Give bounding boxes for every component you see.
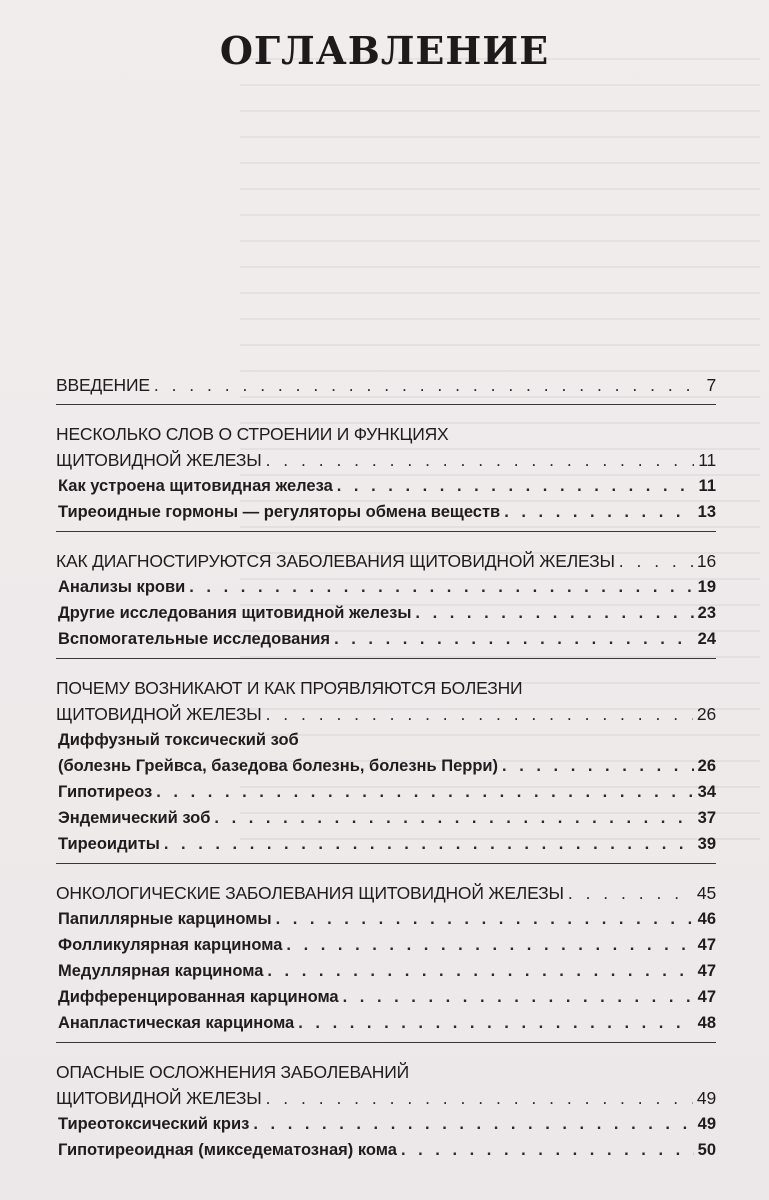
- toc-subsection-row[interactable]: [56, 626, 716, 652]
- subsection-title: Другие исследования щитовидной железы: [58, 604, 412, 622]
- page-number: 26: [697, 757, 716, 775]
- page-number: 47: [697, 988, 716, 1006]
- subsection-title: Тиреоидиты: [58, 835, 160, 853]
- toc-subsection-row[interactable]: [56, 932, 716, 958]
- toc-subsection-row[interactable]: [56, 984, 716, 1010]
- page-number: 19: [697, 578, 716, 596]
- toc-subsection-row[interactable]: [56, 1137, 716, 1163]
- page-number: 23: [697, 604, 716, 622]
- page-number: 24: [697, 630, 716, 648]
- page-number: 16: [696, 551, 716, 571]
- dot-leader: [504, 499, 693, 525]
- chapter-title-line: ПОЧЕМУ ВОЗНИКАЮТ И КАК ПРОЯВЛЯЮТСЯ БОЛЕЗНИ: [56, 678, 523, 698]
- dot-leader: [415, 600, 693, 626]
- page-number: 49: [696, 1088, 716, 1108]
- toc-chapter-row[interactable]: [56, 1085, 716, 1111]
- dot-leader: [502, 753, 694, 779]
- chapter-title-line: НЕСКОЛЬКО СЛОВ О СТРОЕНИИ И ФУНКЦИЯХ: [56, 424, 449, 444]
- toc-subsection-row[interactable]: [56, 831, 716, 857]
- page-number: 50: [697, 1141, 716, 1159]
- dot-leader: [619, 548, 693, 574]
- toc-subsection-row[interactable]: [56, 958, 716, 984]
- chapter-title: ВВЕДЕНИЕ: [56, 375, 150, 395]
- subsection-title: Анапластическая карцинома: [58, 1014, 295, 1032]
- page-number: 48: [697, 1014, 716, 1032]
- page-number: 7: [706, 375, 716, 395]
- subsection-title: Эндемический зоб: [58, 809, 211, 827]
- dot-leader: [156, 779, 693, 805]
- toc-subsection-row[interactable]: [56, 1010, 716, 1036]
- page-number: 47: [697, 962, 716, 980]
- page-number: 26: [696, 704, 716, 724]
- toc-chapter-row[interactable]: [56, 372, 716, 398]
- toc-section-complications: [56, 1059, 716, 1169]
- toc-subsection-row[interactable]: [56, 600, 716, 626]
- page-number: 13: [697, 503, 716, 521]
- page-number: 45: [696, 883, 716, 903]
- dot-leader: [334, 626, 694, 652]
- dot-leader: [266, 1085, 693, 1111]
- dot-leader: [343, 984, 694, 1010]
- toc-subsection-row[interactable]: [56, 906, 716, 932]
- page-title: ОГЛАВЛЕНИЕ: [219, 28, 550, 73]
- subsection-title: Вспомогательные исследования: [58, 630, 331, 648]
- dot-leader: [286, 932, 693, 958]
- dot-leader: [276, 906, 694, 932]
- chapter-title: КАК ДИАГНОСТИРУЮТСЯ ЗАБОЛЕВАНИЯ ЩИТОВИДНОЙ ЖЕЛЕЗЫ: [56, 551, 615, 571]
- dot-leader: [337, 473, 695, 499]
- subsection-title: Гипотиреоидная (микседематозная) кома: [58, 1141, 397, 1159]
- subsection-title: Папиллярные карциномы: [58, 910, 272, 928]
- subsection-title: Тиреотоксический криз: [58, 1115, 250, 1133]
- subsection-title: Как устроена щитовидная железа: [58, 477, 333, 495]
- dot-leader: [214, 805, 693, 831]
- page-number: 46: [697, 910, 716, 928]
- toc-subsection-row[interactable]: [56, 805, 716, 831]
- toc-section-structure: [56, 421, 716, 532]
- page-number: 39: [697, 835, 716, 853]
- toc-section-diagnostics: [56, 548, 716, 659]
- page-number: 11: [698, 477, 716, 495]
- page-number: 49: [697, 1115, 716, 1133]
- dot-leader: [266, 701, 693, 727]
- toc-subsection-row[interactable]: [56, 753, 716, 779]
- dot-leader: [189, 574, 693, 600]
- dot-leader: [568, 880, 693, 906]
- subsection-title: Анализы крови: [58, 578, 186, 596]
- toc-subsection-row[interactable]: [56, 779, 716, 805]
- chapter-title: ОНКОЛОГИЧЕСКИЕ ЗАБОЛЕВАНИЯ ЩИТОВИДНОЙ ЖЕЛЕЗЫ: [56, 883, 564, 903]
- toc-chapter-row[interactable]: [56, 447, 716, 473]
- toc-section-oncology: [56, 880, 716, 1043]
- subsection-title-line: Диффузный токсический зоб: [58, 731, 299, 749]
- dot-leader: [401, 1137, 694, 1163]
- chapter-title: ЩИТОВИДНОЙ ЖЕЛЕЗЫ: [56, 704, 262, 724]
- dot-leader: [154, 372, 703, 398]
- chapter-title: ЩИТОВИДНОЙ ЖЕЛЕЗЫ: [56, 1088, 262, 1108]
- toc-chapter-row[interactable]: [56, 548, 716, 574]
- subsection-title: Дифференцированная карцинома: [58, 988, 339, 1006]
- subsection-title: Фолликулярная карцинома: [58, 936, 283, 954]
- dot-leader: [267, 958, 693, 984]
- subsection-title: (болезнь Грейвса, базедова болезнь, болезнь Перри): [58, 757, 499, 775]
- toc-section-introduction: [56, 372, 716, 405]
- toc-subsection-row[interactable]: [56, 473, 716, 499]
- dot-leader: [266, 447, 695, 473]
- dot-leader: [164, 831, 694, 857]
- page-number: 47: [697, 936, 716, 954]
- dot-leader: [253, 1111, 693, 1137]
- chapter-title: ЩИТОВИДНОЙ ЖЕЛЕЗЫ: [56, 450, 262, 470]
- page-number: 34: [697, 783, 716, 801]
- toc-subsection-row[interactable]: [56, 574, 716, 600]
- toc-chapter-row[interactable]: [56, 701, 716, 727]
- subsection-title: Тиреоидные гормоны — регуляторы обмена веществ: [58, 503, 501, 521]
- page-number: 37: [697, 809, 716, 827]
- page-number: 11: [698, 450, 716, 470]
- table-of-contents: [56, 372, 716, 1185]
- toc-subsection-row[interactable]: [56, 499, 716, 525]
- dot-leader: [298, 1010, 693, 1036]
- subsection-title: Медуллярная карцинома: [58, 962, 264, 980]
- chapter-title-line: ОПАСНЫЕ ОСЛОЖНЕНИЯ ЗАБОЛЕВАНИЙ: [56, 1062, 410, 1082]
- toc-section-diseases: [56, 675, 716, 864]
- subsection-title: Гипотиреоз: [58, 783, 153, 801]
- toc-chapter-row[interactable]: [56, 880, 716, 906]
- toc-subsection-row[interactable]: [56, 1111, 716, 1137]
